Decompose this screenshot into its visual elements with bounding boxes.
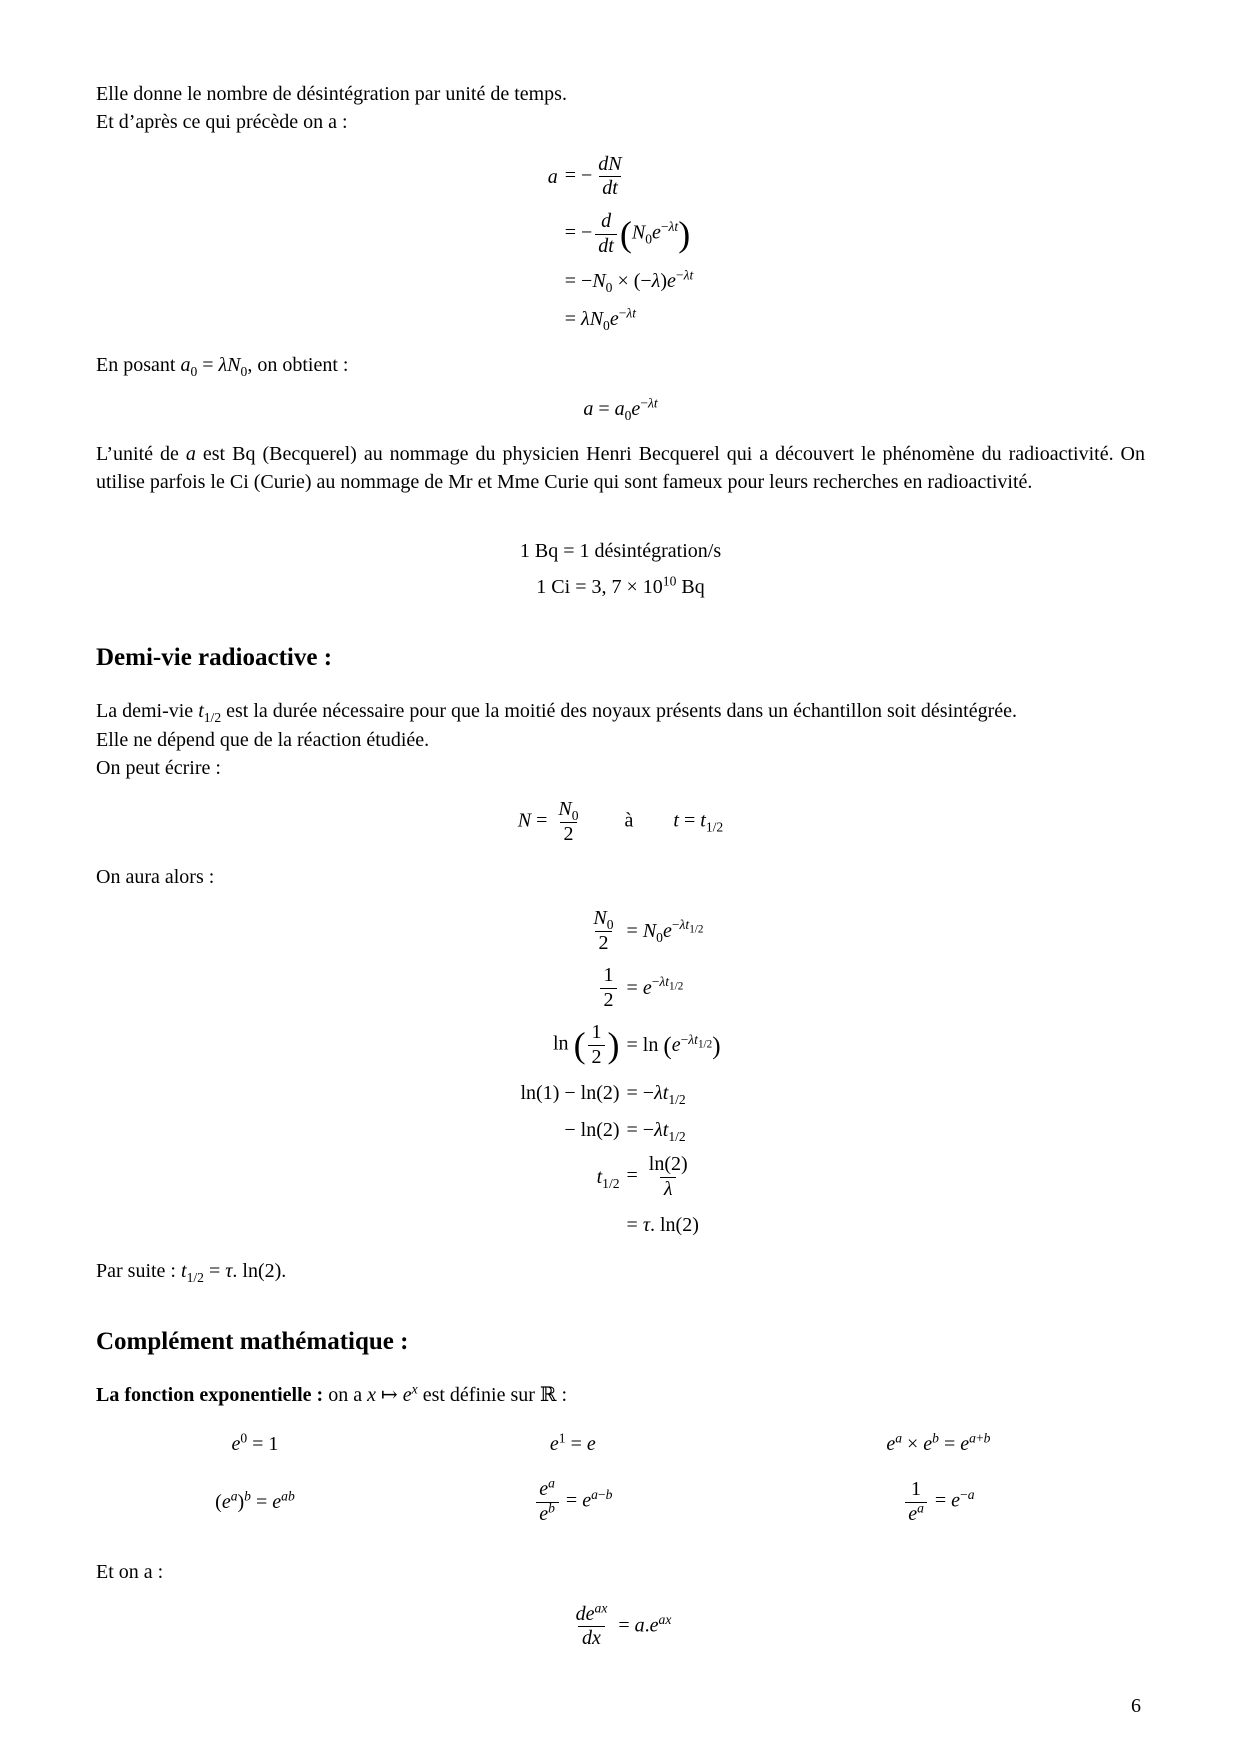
equation-lhs: − ln(2): [564, 1118, 620, 1141]
equation-lhs: $\frac{N_0}{2}$: [593, 907, 614, 954]
equation-rhs: = $-\lambda t_{1/2}$: [626, 1081, 686, 1107]
identity-inverse: $\frac{1}{e^a}$ = $e^{-a}$: [902, 1478, 974, 1526]
paragraph-on-peut-ecrire: On peut écrire :: [96, 757, 221, 780]
page-number: 6: [1131, 1694, 1141, 1717]
equation-rhs: = $\ln (e^{-\lambda t_{1/2}})$: [626, 1031, 721, 1061]
exponential-label: La fonction exponentielle :: [96, 1384, 324, 1407]
section-heading-math-complement: Complément mathématique :: [96, 1328, 409, 1356]
paragraph-reaction: Elle ne dépend que de la réaction étudiée.: [96, 728, 430, 751]
equation-lhs: $\frac{1}{2}$: [598, 964, 620, 1012]
activity-derivation-equations: [548, 153, 694, 333]
equation-rhs: = $-\lambda t_{1/2}$: [626, 1118, 686, 1144]
equation-lhs: a: [547, 165, 558, 188]
activity-law-equation: $a = a_0e^{-\lambda t}$: [583, 395, 658, 424]
half-life-condition-equation: N = $\frac{N_0}{2}$ à $t = t_{1/2}$: [517, 798, 724, 846]
identity-e0: $e^0 = 1$: [231, 1430, 279, 1455]
paragraph-on-aura-alors: On aura alors :: [96, 865, 215, 888]
unit-ci-equation: 1 Ci = 3, $7 \times 10^{10}$ Bq: [536, 573, 705, 598]
exponential-intro-text: on a x ↦ $e^x$ est définie sur ℝ :: [323, 1381, 568, 1407]
paragraph-et-on-a: Et on a :: [96, 1561, 164, 1584]
equation-rhs: = $e^{-\lambda t_{1/2}}$: [626, 974, 684, 1000]
equation-lhs: $t_{1/2}$: [596, 1166, 620, 1192]
identity-e1: $e^1 = e$: [549, 1430, 596, 1455]
equation-rhs: = τ. ln(2): [626, 1213, 699, 1236]
paragraph-becquerel: L’unité de a est Bq (Becquerel) au nommage du physicien Henri Becquerel qui a découvert le phénomène du radioactivité. On utilise parfois le Ci (Curie) au nommage de Mr et Mme Curie qui sont fameux pour leurs recherches en radioactivité.: [96, 442, 1146, 494]
paragraph-intro-1: Elle donne le nombre de désintégration par unité de temps.: [96, 83, 567, 105]
equation-rhs: = − $\frac{dN}{dt}$: [564, 152, 622, 200]
equation-rhs: = $N_0e^{-\lambda t_{1/2}}$: [626, 917, 704, 945]
equation-rhs: = $-N_0 \times (-\lambda)e^{-\lambda t}$: [564, 267, 694, 296]
equation-rhs: = $\lambda N_0e^{-\lambda t}$: [564, 304, 637, 333]
half-life-derivation-equations: [520, 907, 720, 1239]
identity-power: $(e^a)^b = e^{ab}$: [215, 1488, 295, 1514]
equation-rhs: = − $\frac{d}{dt}$ $(N_0e^{-\lambda t})$: [564, 209, 691, 257]
unit-definitions: [96, 537, 1145, 602]
paragraph-en-posant: En posant $a_0 = \lambda N_0$, on obtient :: [96, 353, 349, 379]
paragraph-par-suite: Par suite : $t_{1/2} = \tau$. ln(2).: [96, 1259, 287, 1285]
equation-lhs: ln(1) − ln(2): [520, 1081, 620, 1104]
identity-product: $e^a \times e^b = e^{a+b}$: [886, 1430, 991, 1455]
exponential-derivative-equation: $\frac{de^{ax}}{dx}$ = $a.e^{ax}$: [575, 1600, 672, 1650]
paragraph-half-life-def: La demi-vie $t_{1/2}$ est la durée nécessaire pour que la moitié des noyaux présents dans un échantillon soit désintégrée.: [96, 700, 1017, 726]
section-heading-half-life: Demi-vie radioactive :: [96, 644, 333, 672]
equation-lhs: ln ( $\frac{1}{2}$ ): [553, 1021, 620, 1068]
paragraph-exponential-intro: [96, 1381, 1145, 1409]
paragraph-intro-2: Et d’après ce qui précède on a :: [96, 111, 348, 134]
identity-quotient: $\frac{e^a}{e^b}$ = $e^{a-b}$: [533, 1478, 612, 1526]
equation-rhs: = $\frac{\ln(2)}{\lambda}$: [626, 1153, 688, 1200]
unit-bq-equation: 1 Bq = 1 désintégration/s: [519, 539, 722, 562]
exponential-identities-grid: [96, 1430, 1145, 1527]
